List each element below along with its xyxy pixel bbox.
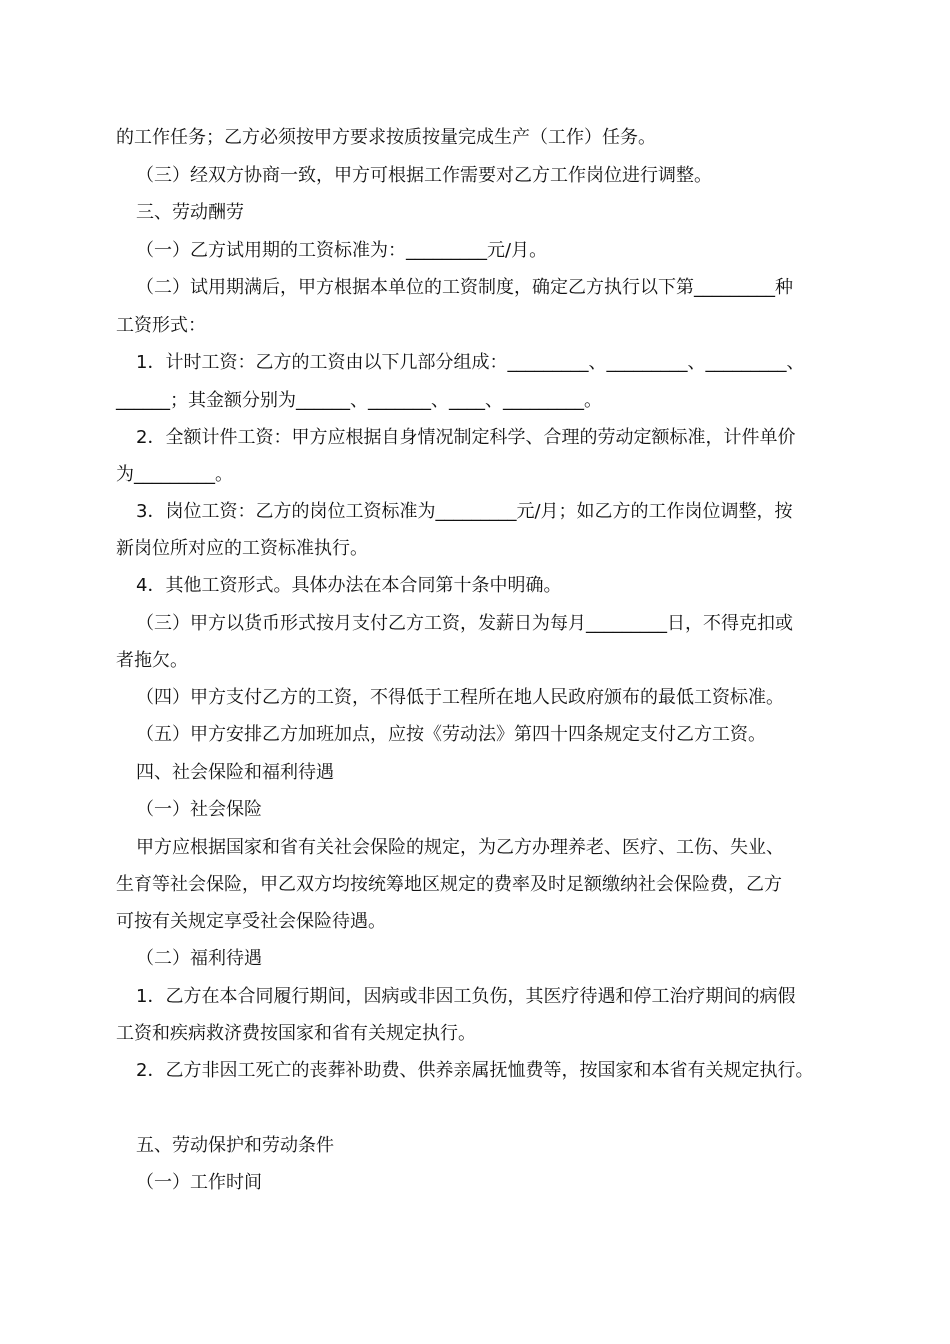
clause-text: （五）甲方安排乙方加班加点，应按《劳动法》第四十四条规定支付乙方工资。 <box>136 724 766 745</box>
list-item: 4．其他工资形式。具体办法在本合同第十条中明确。 <box>136 575 562 596</box>
text-line: 新岗位所对应的工资标准执行。 <box>116 538 368 559</box>
clause-text: （一）乙方试用期的工资标准为：_________元/月。 <box>136 240 548 261</box>
list-item: 1．计时工资：乙方的工资由以下几部分组成：_________、_________、_________、 <box>136 352 805 373</box>
clause-text: （四）甲方支付乙方的工资，不得低于工程所在地人民政府颁布的最低工资标准。 <box>136 687 784 708</box>
clause-heading: （一）工作时间 <box>136 1172 262 1193</box>
text-line: 为_________。 <box>116 464 233 485</box>
text-line: 可按有关规定享受社会保险待遇。 <box>116 911 386 932</box>
text-line: 的工作任务；乙方必须按甲方要求按质按量完成生产（工作）任务。 <box>116 127 656 148</box>
clause-heading: （二）福利待遇 <box>136 948 262 969</box>
section-heading: 四、社会保险和福利待遇 <box>136 762 334 783</box>
list-item: 3．岗位工资：乙方的岗位工资标准为_________元/月；如乙方的工作岗位调整，按 <box>136 501 793 522</box>
clause-text: （二）试用期满后，甲方根据本单位的工资制度，确定乙方执行以下第_________种 <box>136 277 793 298</box>
text-line: 工资和疾病救济费按国家和省有关规定执行。 <box>116 1023 476 1044</box>
paragraph-line: 甲方应根据国家和省有关社会保险的规定，为乙方办理养老、医疗、工伤、失业、 <box>136 837 784 858</box>
clause-heading: （三）经双方协商一致，甲方可根据工作需要对乙方工作岗位进行调整。 <box>136 165 712 186</box>
list-item: 2．全额计件工资：甲方应根据自身情况制定科学、合理的劳动定额标准，计件单价 <box>136 427 796 448</box>
section-heading: 五、劳动保护和劳动条件 <box>136 1135 334 1156</box>
text-line: 生育等社会保险，甲乙双方均按统筹地区规定的费率及时足额缴纳社会保险费，乙方 <box>116 874 782 895</box>
list-item: 1．乙方在本合同履行期间，因病或非因工负伤，其医疗待遇和停工治疗期间的病假 <box>136 986 796 1007</box>
clause-heading: （一）社会保险 <box>136 799 262 820</box>
text-line: ______；其金额分别为______、_______、____、_________。 <box>116 390 602 411</box>
text-line: 工资形式： <box>116 315 206 336</box>
text-line: 者拖欠。 <box>116 650 188 671</box>
clause-text: （三）甲方以货币形式按月支付乙方工资，发薪日为每月_________日，不得克扣或 <box>136 613 793 634</box>
list-item: 2．乙方非因工死亡的丧葬补助费、供养亲属抚恤费等，按国家和本省有关规定执行。 <box>136 1060 814 1081</box>
section-heading: 三、劳动酬劳 <box>136 202 244 223</box>
